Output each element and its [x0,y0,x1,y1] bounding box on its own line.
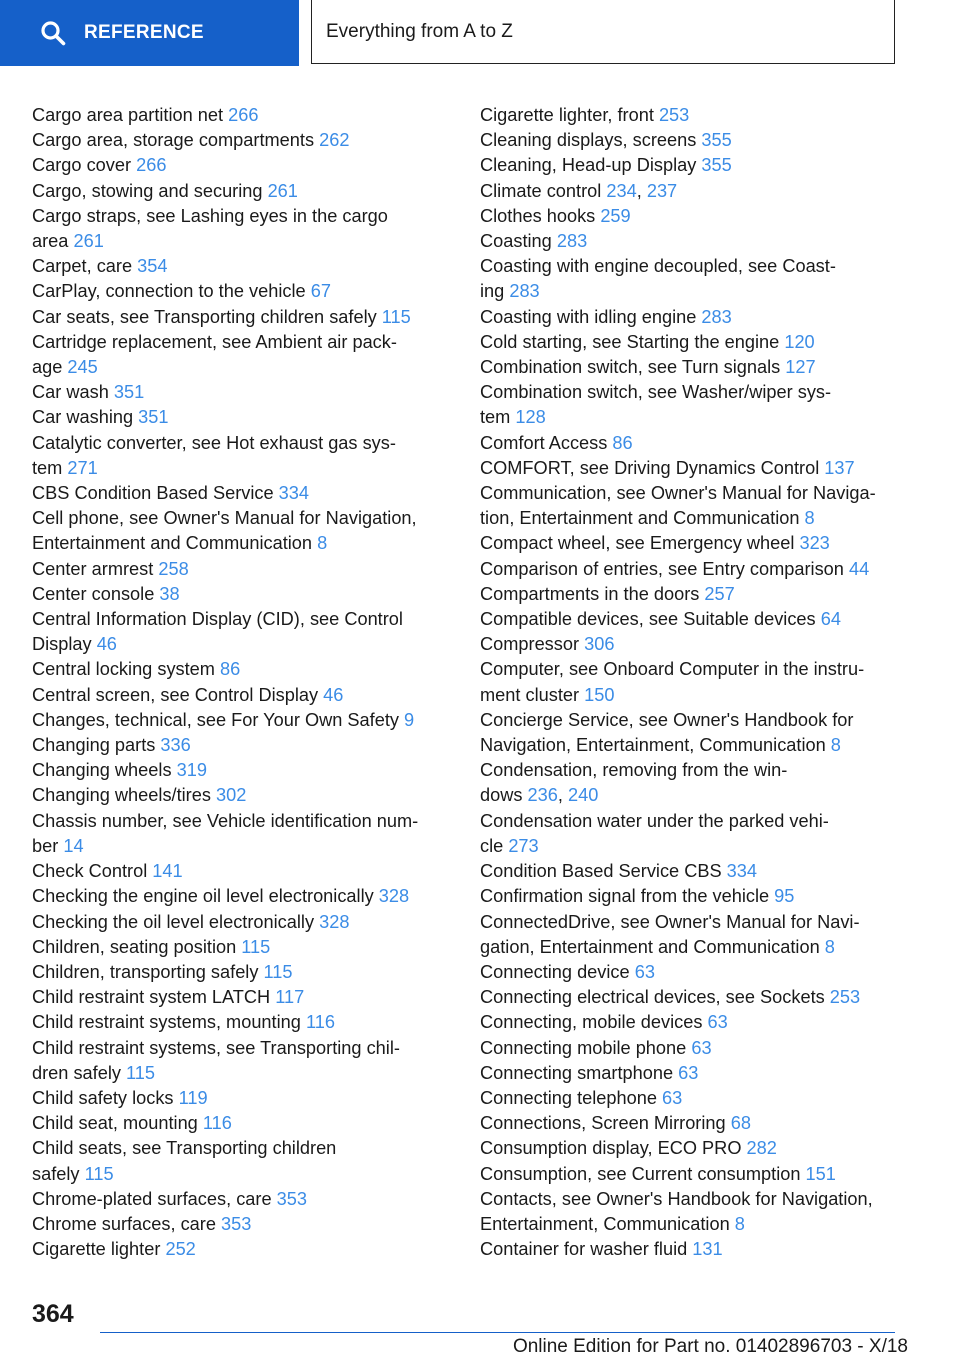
page-link[interactable]: 8 [824,936,835,957]
index-entry [480,884,910,909]
index-entry [32,582,452,607]
page-link[interactable]: 14 [63,835,84,856]
entry-text: Compressor 306 [480,634,615,655]
page-link[interactable]: 115 [126,1062,156,1083]
entry-text: Container for washer fluid 131 [480,1239,723,1260]
page-link[interactable]: 261 [267,180,298,201]
page-link[interactable]: 68 [730,1113,751,1134]
page-link[interactable]: 46 [96,634,117,655]
page-link[interactable]: 334 [278,483,310,504]
index-entry [480,481,910,531]
entry-text: Confirmation signal from the vehicle 95 [480,886,795,907]
entry-text: Combination switch, see Washer/wiper sys- [480,382,832,403]
entry-text: age 245 [32,357,98,378]
index-entry [32,985,452,1010]
page-link[interactable]: 353 [221,1213,252,1234]
index-entry [32,506,452,556]
entry-text: Connecting, mobile devices 63 [480,1012,728,1033]
index-entry [480,1036,910,1061]
page-link[interactable]: 115 [381,306,411,327]
entry-text: Concierge Service, see Owner's Handbook for [480,709,854,730]
entry-text: Car wash 351 [32,382,145,403]
index-entry [32,783,452,808]
entry-text: tem 271 [32,457,98,478]
page-link[interactable]: 120 [784,331,815,352]
page-link[interactable]: 245 [67,357,98,378]
entry-text: Changing wheels/tires 302 [32,785,247,806]
page-link[interactable]: 334 [726,861,758,882]
page-link[interactable]: 236 [527,785,558,806]
index-entry [480,1061,910,1086]
page-link[interactable]: 8 [734,1213,745,1234]
page-link[interactable]: 355 [701,130,732,151]
entry-text: ing 283 [480,281,540,302]
page-link[interactable]: 119 [178,1087,208,1108]
page-link[interactable]: 259 [600,205,631,226]
entry-text: Compatible devices, see Suitable devices 64 [480,609,841,630]
index-entry [32,733,452,758]
index-entry [32,657,452,682]
index-entry [480,1086,910,1111]
page-link[interactable]: 63 [678,1062,699,1083]
entry-text: Child restraint system LATCH 117 [32,987,305,1008]
entry-text: Cargo cover 266 [32,155,167,176]
page-link[interactable]: 115 [263,961,293,982]
index-entry [480,153,910,178]
page-link[interactable]: 252 [165,1239,196,1260]
entry-text: Chassis number, see Vehicle identification num- [32,810,419,831]
entry-text: Checking the oil level electronically 328 [32,911,350,932]
entry-text: Central locking system 86 [32,659,241,680]
entry-text: gation, Entertainment and Communication 8 [480,936,835,957]
page-link[interactable]: 253 [829,987,861,1008]
index-entry [32,330,452,380]
index-entry [32,1237,452,1262]
section-title: Everything from A to Z [311,0,895,64]
index-entry [480,1237,910,1262]
entry-text: Connecting smartphone 63 [480,1062,699,1083]
index-entry [32,1136,452,1186]
entry-text: Children, seating position 115 [32,936,271,957]
page-number: 364 [32,1300,74,1328]
entry-text: Consumption, see Current consumption 151 [480,1163,836,1184]
index-entry [480,380,910,430]
page-link[interactable]: 351 [138,407,169,428]
page-link[interactable]: 131 [692,1239,723,1260]
index-entry [480,103,910,128]
entry-text: Compartments in the doors 257 [480,583,735,604]
entry-text: area 261 [32,231,104,252]
index-entry [32,279,452,304]
page-link[interactable]: 319 [176,760,207,781]
entry-text: Chrome-plated surfaces, care 353 [32,1188,307,1209]
page-link[interactable]: 127 [785,357,816,378]
entry-text: Cartridge replacement, see Ambient air pack- [32,331,397,352]
index-entry [480,204,910,229]
page-link[interactable]: 95 [774,886,795,907]
page-link[interactable]: 63 [662,1087,683,1108]
page-link[interactable]: 262 [319,130,350,151]
index-entry [32,1187,452,1212]
entry-text: Cleaning, Head-up Display 355 [480,155,732,176]
index-entry [480,355,910,380]
index-entry [480,657,910,707]
index-entry [480,960,910,985]
entry-text: Connecting mobile phone 63 [480,1037,712,1058]
entry-text: Cigarette lighter, front 253 [480,105,690,125]
index-entry [480,859,910,884]
page-link[interactable]: 266 [228,105,259,125]
index-entry [32,254,452,279]
page-link[interactable]: 354 [137,256,168,277]
index-entry [480,305,910,330]
page-link[interactable]: 234 [606,180,637,201]
index-entry [480,557,910,582]
page-link[interactable]: 253 [658,105,690,125]
entry-text: tem 128 [480,407,546,428]
index-entry [32,910,452,935]
page-link[interactable]: 323 [799,533,830,554]
entry-text: safely 115 [32,1163,114,1184]
page-link[interactable]: 257 [704,583,735,604]
entry-text: Condition Based Service CBS 334 [480,861,758,882]
index-entry [32,557,452,582]
entry-text: Display 46 [32,634,117,655]
index-entry [32,884,452,909]
index-entry [32,859,452,884]
index-entry [32,380,452,405]
page-link[interactable]: 271 [67,457,98,478]
page-link[interactable]: 258 [158,558,189,579]
tab-label: REFERENCE [84,22,204,43]
page-link[interactable]: 336 [160,735,191,756]
page-link[interactable]: 302 [216,785,247,806]
index-entry [480,607,910,632]
page-link[interactable]: 261 [73,231,104,252]
page-link[interactable]: 240 [567,785,599,806]
entry-text: Child restraint systems, mounting 116 [32,1012,335,1033]
footer-divider [100,1332,895,1333]
index-entry [32,1086,452,1111]
index-entry [480,1111,910,1136]
search-icon [40,20,66,46]
entry-text: cle 273 [480,835,539,856]
page-link[interactable]: 63 [691,1037,712,1058]
page-link[interactable]: 141 [152,861,183,882]
index-entry [480,179,910,204]
page-link[interactable]: 328 [378,886,410,907]
entry-text: Child seats, see Transporting children [32,1138,337,1159]
index-entry [480,910,910,960]
entry-text: Entertainment and Communication 8 [32,533,328,554]
index-entry [32,1010,452,1035]
page-link[interactable]: 86 [612,432,633,453]
index-entry [480,582,910,607]
page-link[interactable]: 8 [804,508,815,529]
index-entry [480,431,910,456]
page-link[interactable]: 46 [323,684,344,705]
entry-text: Compact wheel, see Emergency wheel 323 [480,533,830,554]
index-entry [480,330,910,355]
entry-text: Child safety locks 119 [32,1087,208,1108]
page-link[interactable]: 115 [241,936,271,957]
entry-text: Contacts, see Owner's Handbook for Navigation, [480,1188,873,1209]
footer-edition-text: Online Edition for Part no. 01402896703 - X/18 [512,1336,908,1357]
index-entry [32,935,452,960]
entry-text: ment cluster 150 [480,684,615,705]
index-entry [32,1036,452,1086]
page-link[interactable]: 116 [202,1113,232,1134]
entry-text: Computer, see Onboard Computer in the instru- [480,659,865,680]
page-link[interactable]: 283 [556,231,588,252]
index-entry [32,305,452,330]
page-link[interactable]: 63 [634,961,655,982]
entry-text: Changes, technical, see For Your Own Safety 9 [32,709,415,730]
entry-text: Consumption display, ECO PRO 282 [480,1138,777,1159]
entry-text: Condensation water under the parked vehi- [480,810,829,831]
index-entry [480,128,910,153]
page-link[interactable]: 283 [509,281,540,302]
entry-text: dows 236, 240 [480,785,599,806]
entry-text: Check Control 141 [32,861,183,882]
entry-text: Changing parts 336 [32,735,191,756]
entry-text: Car seats, see Transporting children safely 115 [32,306,411,327]
entry-text: Entertainment, Communication 8 [480,1213,745,1234]
index-entry [480,708,910,758]
index-entry [480,1162,910,1187]
page-link[interactable]: 115 [84,1163,114,1184]
page-link[interactable]: 150 [584,684,615,705]
index-entry [32,683,452,708]
index-entry [32,758,452,783]
entry-text: Connecting telephone 63 [480,1087,683,1108]
entry-text: Combination switch, see Turn signals 127 [480,357,816,378]
entry-text: Clothes hooks 259 [480,205,631,226]
entry-text: Checking the engine oil level electronically 328 [32,886,410,907]
entry-text: Catalytic converter, see Hot exhaust gas sys- [32,432,396,453]
page-link[interactable]: 38 [159,583,180,604]
entry-text: Coasting 283 [480,231,588,252]
entry-text: Coasting with idling engine 283 [480,306,732,327]
index-entry [32,708,452,733]
entry-text: COMFORT, see Driving Dynamics Control 137 [480,457,855,478]
entry-text: tion, Entertainment and Communication 8 [480,508,815,529]
index-entry [480,632,910,657]
page-link[interactable]: 355 [701,155,732,176]
page-link[interactable]: 128 [515,407,546,428]
entry-text: Child restraint systems, see Transporting chil- [32,1037,400,1058]
entry-text: ber 14 [32,835,84,856]
index-entry [32,607,452,657]
page-link[interactable]: 151 [805,1163,836,1184]
page-link[interactable]: 116 [305,1012,335,1033]
entry-text: Changing wheels 319 [32,760,207,781]
entry-text: Central screen, see Control Display 46 [32,684,344,705]
page-link[interactable]: 282 [746,1138,777,1159]
page-link[interactable]: 64 [820,609,841,630]
index-entry [32,128,452,153]
page-link[interactable]: 351 [113,382,145,403]
entry-text: Children, transporting safely 115 [32,961,293,982]
entry-text: Climate control 234, 237 [480,180,678,201]
index-entry [480,809,910,859]
page-link[interactable]: 86 [220,659,241,680]
entry-text: Cargo area partition net 266 [32,105,259,125]
index-entry [32,204,452,254]
entry-text: ConnectedDrive, see Owner's Manual for Navi- [480,911,860,932]
index-entry [32,153,452,178]
page-link[interactable]: 237 [646,180,678,201]
index-entry [32,1212,452,1237]
entry-text: Cigarette lighter 252 [32,1239,196,1260]
entry-text: Chrome surfaces, care 353 [32,1213,252,1234]
page-link[interactable]: 283 [701,306,732,327]
entry-text: Carpet, care 354 [32,256,168,277]
entry-text: Center armrest 258 [32,558,189,579]
entry-text: Connecting device 63 [480,961,655,982]
index-entry [32,179,452,204]
index-entry [32,481,452,506]
entry-text: Coasting with engine decoupled, see Coast- [480,256,836,277]
entry-text: Cargo straps, see Lashing eyes in the cargo [32,205,388,226]
entry-text: Central Information Display (CID), see Control [32,609,403,630]
entry-text: Child seat, mounting 116 [32,1113,232,1134]
entry-text: Cell phone, see Owner's Manual for Navigation, [32,508,417,529]
index-entry [32,405,452,430]
entry-text: Comparison of entries, see Entry comparison 44 [480,558,870,579]
page-link[interactable]: 328 [319,911,350,932]
page-link[interactable]: 137 [824,457,855,478]
entry-text: Communication, see Owner's Manual for Naviga- [480,483,876,504]
reference-tab[interactable] [0,0,299,66]
page-link[interactable]: 273 [508,835,539,856]
entry-text: Center console 38 [32,583,180,604]
index-entry [480,531,910,556]
entry-text: CarPlay, connection to the vehicle 67 [32,281,331,302]
page-link[interactable]: 266 [136,155,167,176]
index-entry [480,1010,910,1035]
entry-text: dren safely 115 [32,1062,156,1083]
index-column-right [480,103,910,1262]
page-link[interactable]: 117 [275,987,305,1008]
page-link[interactable]: 44 [848,558,870,579]
page-header [0,0,960,66]
index-entry [480,254,910,304]
entry-text: Comfort Access 86 [480,432,633,453]
entry-text: Connecting electrical devices, see Sockets 253 [480,987,861,1008]
index-entry [480,1136,910,1161]
page-link[interactable]: 8 [830,735,841,756]
index-entry [32,809,452,859]
entry-text: Cargo area, storage compartments 262 [32,130,350,151]
entry-text: CBS Condition Based Service 334 [32,483,310,504]
index-entry [480,229,910,254]
entry-text: Connections, Screen Mirroring 68 [480,1113,751,1134]
entry-text: Car washing 351 [32,407,169,428]
entry-text: Navigation, Entertainment, Communication 8 [480,735,841,756]
page-link[interactable]: 306 [584,634,615,655]
index-entry [480,456,910,481]
entry-text: Cleaning displays, screens 355 [480,130,732,151]
entry-text: Cargo, stowing and securing 261 [32,180,298,201]
index-entry [32,431,452,481]
entry-text: Cold starting, see Starting the engine 120 [480,331,815,352]
index-entry [480,758,910,808]
entry-text: Condensation, removing from the win- [480,760,788,781]
page-link[interactable]: 353 [276,1188,307,1209]
index-entry [32,1111,452,1136]
page-link[interactable]: 63 [707,1012,728,1033]
index-entry [480,1187,910,1237]
page-link[interactable]: 8 [317,533,328,554]
index-entry [480,985,910,1010]
index-entry [32,103,452,128]
page-link[interactable]: 67 [310,281,331,302]
page-link[interactable]: 9 [404,709,415,730]
index-column-left [32,103,452,1262]
index-entry [32,960,452,985]
